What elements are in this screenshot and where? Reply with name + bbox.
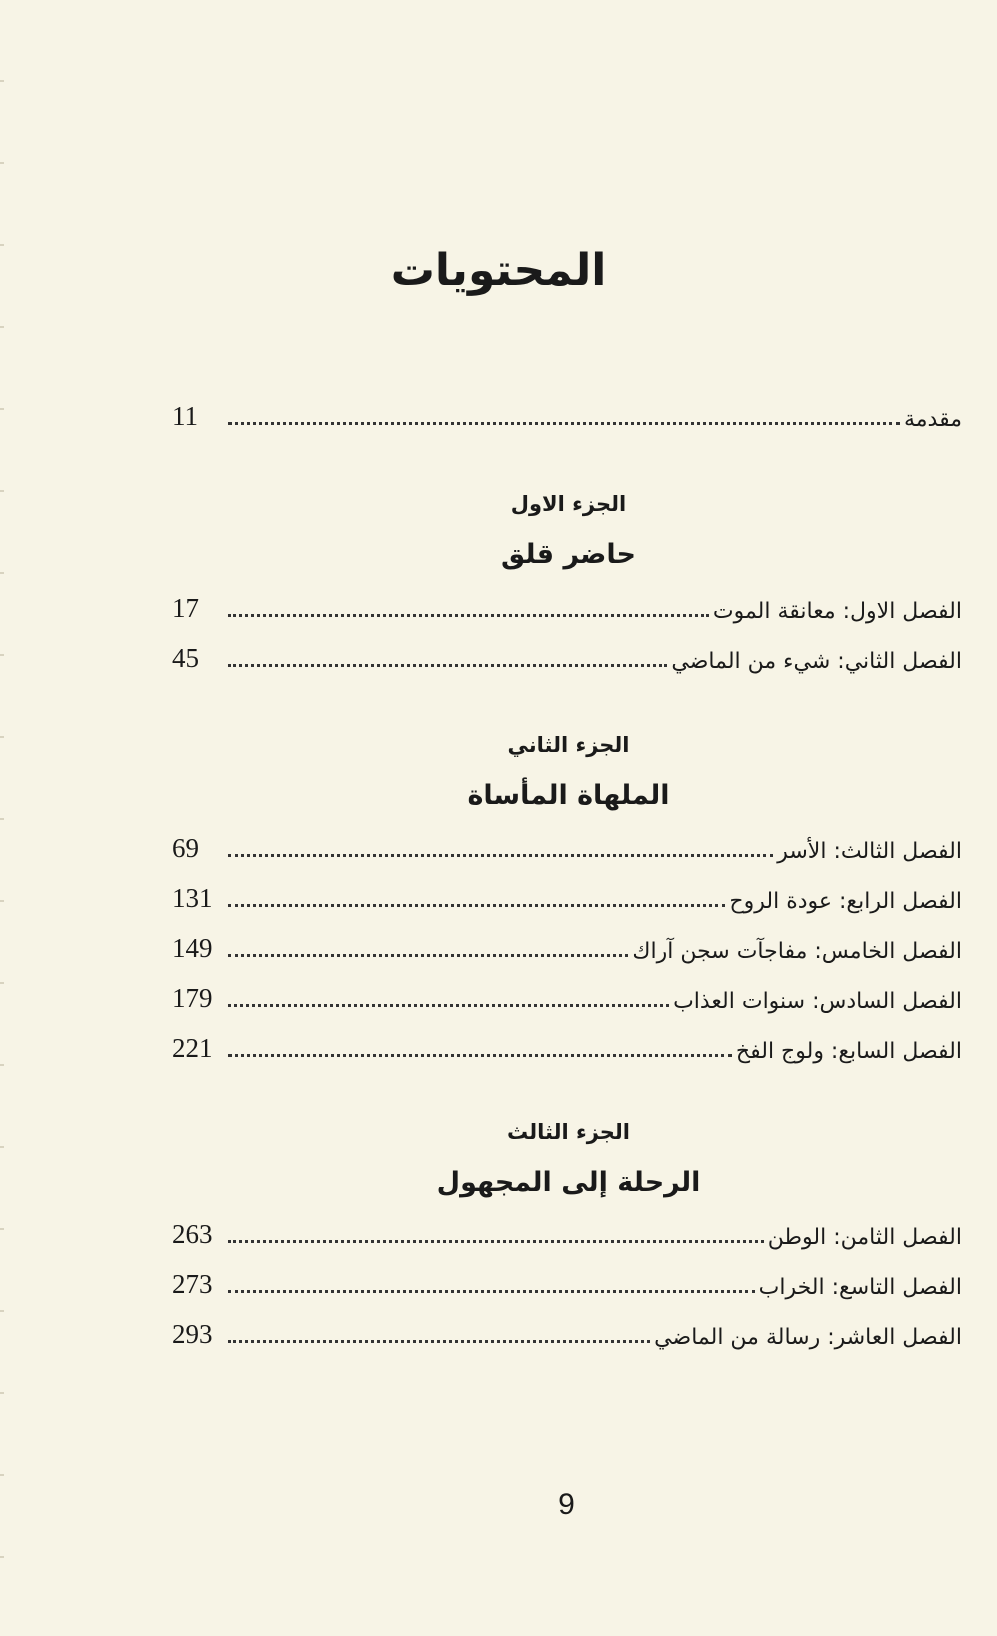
- dot-leader: [228, 422, 900, 425]
- dot-leader: [228, 1054, 732, 1057]
- toc-entry-page: 17: [172, 593, 199, 623]
- part-3-title: الرحلة إلى المجهول: [436, 1167, 701, 1198]
- toc-entry-page: 69: [172, 833, 199, 863]
- toc-entry-label: الفصل السادس: سنوات العذاب: [673, 989, 962, 1014]
- toc-entry-label: الفصل الاول: معانقة الموت: [712, 599, 962, 624]
- toc-entry-page: 221: [172, 1033, 213, 1063]
- toc-entry-intro[interactable]: [172, 398, 962, 432]
- part-2-title: الملهاة المأساة: [467, 780, 670, 811]
- page-title: المحتويات: [390, 245, 607, 296]
- toc-entry-page: 45: [172, 643, 199, 673]
- toc-entry-chapter-6[interactable]: [172, 980, 962, 1014]
- toc-entry-label: الفصل الرابع: عودة الروح: [729, 889, 962, 914]
- dot-leader: [228, 1290, 755, 1293]
- dot-leader: [228, 954, 628, 957]
- toc-entry-label: الفصل الخامس: مفاجآت سجن آراك: [632, 939, 962, 964]
- toc-entry-label: مقدمة: [903, 407, 962, 432]
- toc-entry-label: الفصل الثالث: الأسر: [777, 839, 962, 864]
- toc-entry-page: 179: [172, 983, 213, 1013]
- dot-leader: [228, 1240, 764, 1243]
- dot-leader: [228, 1004, 669, 1007]
- toc-entry-chapter-1[interactable]: [172, 590, 962, 624]
- toc-entry-label: الفصل العاشر: رسالة من الماضي: [654, 1325, 962, 1350]
- toc-entry-page: 11: [172, 401, 198, 431]
- toc-entry-chapter-8[interactable]: [172, 1216, 962, 1250]
- toc-entry-chapter-9[interactable]: [172, 1266, 962, 1300]
- dot-leader: [228, 854, 773, 857]
- part-2-heading: الجزء الثاني: [507, 733, 630, 757]
- toc-entry-chapter-4[interactable]: [172, 880, 962, 914]
- dot-leader: [228, 1340, 650, 1343]
- dot-leader: [228, 904, 725, 907]
- toc-entry-page: 149: [172, 933, 213, 963]
- dot-leader: [228, 614, 709, 617]
- toc-entry-label: الفصل الثاني: شيء من الماضي: [671, 649, 962, 674]
- toc-entry-chapter-3[interactable]: [172, 830, 962, 864]
- toc-entry-chapter-5[interactable]: [172, 930, 962, 964]
- toc-entry-page: 263: [172, 1219, 213, 1249]
- toc-entry-chapter-7[interactable]: [172, 1030, 962, 1064]
- part-1-title: حاضر قلق: [501, 539, 636, 570]
- toc-entry-chapter-2[interactable]: [172, 640, 962, 674]
- part-3-heading: الجزء الثالث: [507, 1120, 630, 1144]
- toc-entry-page: 293: [172, 1319, 213, 1349]
- toc-entry-label: الفصل الثامن: الوطن: [767, 1225, 962, 1250]
- toc-entry-page: 131: [172, 883, 213, 913]
- part-1-heading: الجزء الاول: [510, 492, 627, 516]
- toc-entry-label: الفصل السابع: ولوج الفخ: [735, 1039, 962, 1064]
- toc-entry-label: الفصل التاسع: الخراب: [758, 1275, 962, 1300]
- dot-leader: [228, 664, 667, 667]
- toc-entry-chapter-10[interactable]: [172, 1316, 962, 1350]
- toc-entry-page: 273: [172, 1269, 213, 1299]
- page-number: 9: [558, 1488, 575, 1521]
